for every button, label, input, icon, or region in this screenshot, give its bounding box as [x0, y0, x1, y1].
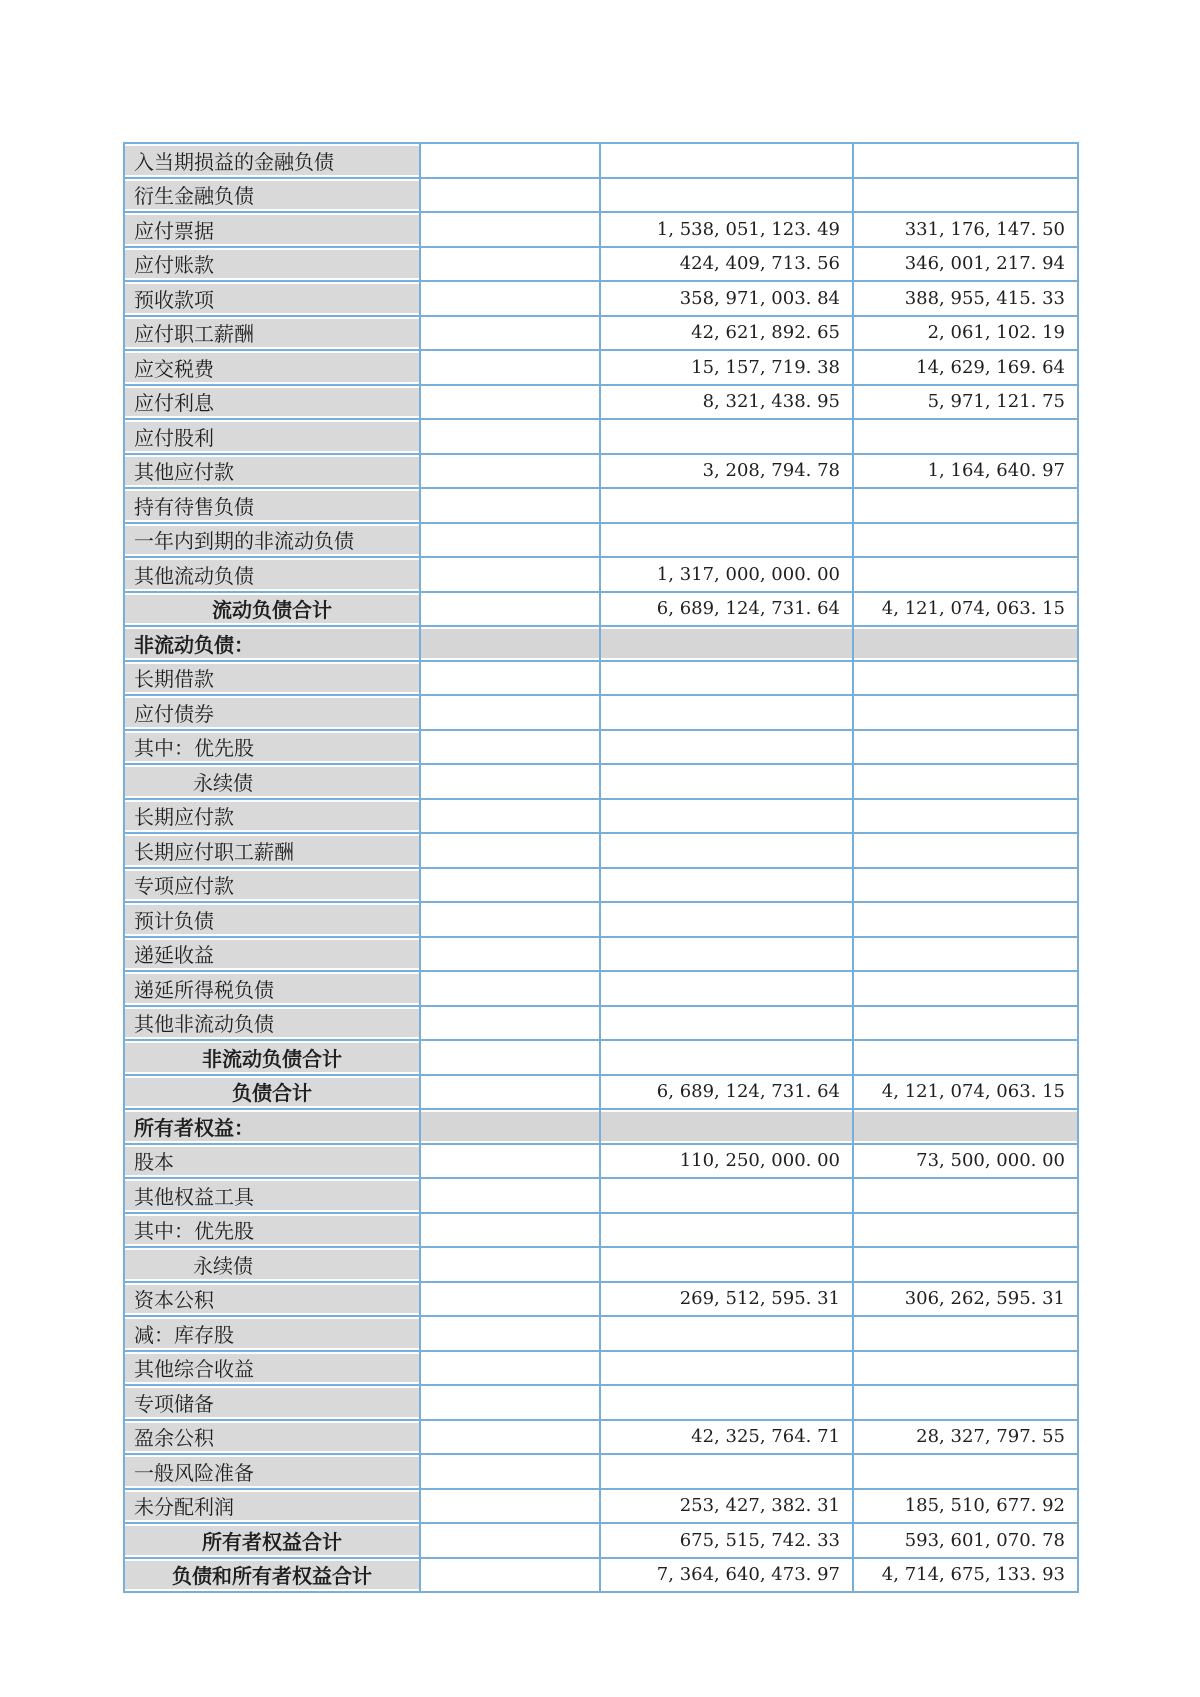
row-beginning-balance: [853, 661, 1078, 696]
row-ending-balance: 8, 321, 438. 95: [600, 385, 853, 420]
row-item-label: 所有者权益合计: [124, 1523, 420, 1558]
row-ending-balance: [600, 1006, 853, 1041]
row-item-label: 其他综合收益: [124, 1351, 420, 1386]
table-row: [124, 1385, 1078, 1420]
table-row: [124, 212, 1078, 247]
row-ending-balance: [600, 488, 853, 523]
row-item-label: 长期应付职工薪酬: [124, 833, 420, 868]
row-item-label: 入当期损益的金融负债: [124, 143, 420, 178]
row-beginning-balance: 593, 601, 070. 78: [853, 1523, 1078, 1558]
row-item-label: 减：库存股: [124, 1316, 420, 1351]
table-row: [124, 971, 1078, 1006]
row-ending-balance: [600, 695, 853, 730]
row-notes-cell: [420, 143, 600, 178]
row-ending-balance: [600, 419, 853, 454]
row-notes-cell: [420, 316, 600, 351]
row-notes-cell: [420, 1316, 600, 1351]
row-item-label: 所有者权益：: [124, 1109, 420, 1144]
table-row: [124, 1454, 1078, 1489]
row-ending-balance: 269, 512, 595. 31: [600, 1282, 853, 1317]
row-beginning-balance: [853, 1385, 1078, 1420]
table-row: [124, 316, 1078, 351]
table-row: [124, 1144, 1078, 1179]
row-notes-cell: [420, 1385, 600, 1420]
row-beginning-balance: [853, 1454, 1078, 1489]
table-row: [124, 1316, 1078, 1351]
table-row: [124, 868, 1078, 903]
row-beginning-balance: [853, 971, 1078, 1006]
row-notes-cell: [420, 557, 600, 592]
row-item-label: 负债合计: [124, 1075, 420, 1110]
row-beginning-balance: 4, 121, 074, 063. 15: [853, 1075, 1078, 1110]
row-notes-cell: [420, 1213, 600, 1248]
table-row: [124, 557, 1078, 592]
table-row: [124, 695, 1078, 730]
row-beginning-balance: 5, 971, 121. 75: [853, 385, 1078, 420]
table-row: [124, 730, 1078, 765]
row-ending-balance: 110, 250, 000. 00: [600, 1144, 853, 1179]
row-item-label: 其他应付款: [124, 454, 420, 489]
row-beginning-balance: [853, 523, 1078, 558]
row-beginning-balance: [853, 557, 1078, 592]
row-ending-balance: [600, 1213, 853, 1248]
row-item-label: 未分配利润: [124, 1489, 420, 1524]
row-item-label: 其中：优先股: [124, 730, 420, 765]
row-ending-balance: [600, 1454, 853, 1489]
table-row: [124, 1178, 1078, 1213]
table-row: [124, 1420, 1078, 1455]
row-item-label: 应付股利: [124, 419, 420, 454]
row-ending-balance: [600, 1040, 853, 1075]
row-notes-cell: [420, 1247, 600, 1282]
row-beginning-balance: [853, 868, 1078, 903]
row-beginning-balance: [853, 488, 1078, 523]
row-beginning-balance: 1, 164, 640. 97: [853, 454, 1078, 489]
table-row: [124, 1213, 1078, 1248]
row-item-label: 一般风险准备: [124, 1454, 420, 1489]
row-item-label: 一年内到期的非流动负债: [124, 523, 420, 558]
row-beginning-balance: 185, 510, 677. 92: [853, 1489, 1078, 1524]
row-beginning-balance: 388, 955, 415. 33: [853, 281, 1078, 316]
row-beginning-balance: 14, 629, 169. 64: [853, 350, 1078, 385]
row-item-label: 持有待售负债: [124, 488, 420, 523]
row-notes-cell: [420, 1489, 600, 1524]
row-ending-balance: 1, 538, 051, 123. 49: [600, 212, 853, 247]
row-notes-cell: [420, 626, 600, 661]
row-item-label: 其他非流动负债: [124, 1006, 420, 1041]
row-ending-balance: [600, 178, 853, 213]
row-beginning-balance: [853, 178, 1078, 213]
row-beginning-balance: [853, 937, 1078, 972]
table-row: [124, 454, 1078, 489]
table-row: [124, 1558, 1078, 1593]
row-notes-cell: [420, 799, 600, 834]
row-beginning-balance: 73, 500, 000. 00: [853, 1144, 1078, 1179]
row-ending-balance: [600, 868, 853, 903]
row-item-label: 递延所得税负债: [124, 971, 420, 1006]
row-beginning-balance: 4, 714, 675, 133. 93: [853, 1558, 1078, 1593]
row-notes-cell: [420, 1523, 600, 1558]
table-row: [124, 1523, 1078, 1558]
table-row: [124, 833, 1078, 868]
row-notes-cell: [420, 350, 600, 385]
row-notes-cell: [420, 488, 600, 523]
row-item-label: 衍生金融负债: [124, 178, 420, 213]
row-item-label: 流动负债合计: [124, 592, 420, 627]
row-beginning-balance: [853, 764, 1078, 799]
row-beginning-balance: [853, 1040, 1078, 1075]
row-notes-cell: [420, 523, 600, 558]
row-notes-cell: [420, 247, 600, 282]
row-item-label: 递延收益: [124, 937, 420, 972]
row-beginning-balance: [853, 799, 1078, 834]
row-beginning-balance: [853, 419, 1078, 454]
row-ending-balance: 42, 325, 764. 71: [600, 1420, 853, 1455]
row-item-label: 应付债券: [124, 695, 420, 730]
row-item-label: 预计负债: [124, 902, 420, 937]
row-beginning-balance: 346, 001, 217. 94: [853, 247, 1078, 282]
row-item-label: 专项储备: [124, 1385, 420, 1420]
row-beginning-balance: 4, 121, 074, 063. 15: [853, 592, 1078, 627]
table-row: [124, 937, 1078, 972]
row-ending-balance: 253, 427, 382. 31: [600, 1489, 853, 1524]
row-notes-cell: [420, 868, 600, 903]
row-ending-balance: [600, 764, 853, 799]
row-ending-balance: 3, 208, 794. 78: [600, 454, 853, 489]
row-ending-balance: [600, 971, 853, 1006]
row-notes-cell: [420, 1144, 600, 1179]
table-row: [124, 247, 1078, 282]
row-notes-cell: [420, 1282, 600, 1317]
row-notes-cell: [420, 178, 600, 213]
row-ending-balance: [600, 1109, 853, 1144]
row-notes-cell: [420, 212, 600, 247]
row-notes-cell: [420, 937, 600, 972]
row-beginning-balance: [853, 1316, 1078, 1351]
table-row: [124, 143, 1078, 178]
row-ending-balance: [600, 143, 853, 178]
row-notes-cell: [420, 1178, 600, 1213]
table-row: [124, 1006, 1078, 1041]
row-item-label: 其他权益工具: [124, 1178, 420, 1213]
row-item-label: 应付账款: [124, 247, 420, 282]
row-item-label: 专项应付款: [124, 868, 420, 903]
row-beginning-balance: [853, 1109, 1078, 1144]
row-item-label: 预收款项: [124, 281, 420, 316]
table-row: [124, 488, 1078, 523]
table-row: [124, 626, 1078, 661]
row-notes-cell: [420, 902, 600, 937]
row-notes-cell: [420, 971, 600, 1006]
row-ending-balance: 1, 317, 000, 000. 00: [600, 557, 853, 592]
row-notes-cell: [420, 695, 600, 730]
row-item-label: 长期借款: [124, 661, 420, 696]
row-item-label: 永续债: [124, 764, 420, 799]
table-row: [124, 1075, 1078, 1110]
row-item-label: 非流动负债：: [124, 626, 420, 661]
row-beginning-balance: 331, 176, 147. 50: [853, 212, 1078, 247]
row-item-label: 非流动负债合计: [124, 1040, 420, 1075]
table-row: [124, 799, 1078, 834]
row-notes-cell: [420, 833, 600, 868]
row-notes-cell: [420, 385, 600, 420]
table-row: [124, 902, 1078, 937]
row-ending-balance: [600, 1351, 853, 1386]
table-row: [124, 385, 1078, 420]
row-notes-cell: [420, 730, 600, 765]
row-ending-balance: [600, 902, 853, 937]
row-beginning-balance: [853, 833, 1078, 868]
row-notes-cell: [420, 1351, 600, 1386]
row-notes-cell: [420, 1006, 600, 1041]
table-row: [124, 419, 1078, 454]
table-row: [124, 1351, 1078, 1386]
row-item-label: 永续债: [124, 1247, 420, 1282]
row-notes-cell: [420, 1420, 600, 1455]
row-ending-balance: 7, 364, 640, 473. 97: [600, 1558, 853, 1593]
row-notes-cell: [420, 1454, 600, 1489]
row-notes-cell: [420, 419, 600, 454]
row-notes-cell: [420, 1558, 600, 1593]
row-ending-balance: [600, 626, 853, 661]
row-beginning-balance: [853, 143, 1078, 178]
row-item-label: 盈余公积: [124, 1420, 420, 1455]
row-beginning-balance: [853, 695, 1078, 730]
row-item-label: 应付职工薪酬: [124, 316, 420, 351]
table-row: [124, 281, 1078, 316]
row-ending-balance: 15, 157, 719. 38: [600, 350, 853, 385]
row-notes-cell: [420, 592, 600, 627]
row-beginning-balance: [853, 626, 1078, 661]
table-row: [124, 1282, 1078, 1317]
row-notes-cell: [420, 1075, 600, 1110]
table-row: [124, 523, 1078, 558]
table-row: [124, 764, 1078, 799]
row-item-label: 股本: [124, 1144, 420, 1179]
row-ending-balance: [600, 937, 853, 972]
row-notes-cell: [420, 281, 600, 316]
table-row: [124, 592, 1078, 627]
row-beginning-balance: [853, 1351, 1078, 1386]
row-item-label: 应交税费: [124, 350, 420, 385]
row-ending-balance: 6, 689, 124, 731. 64: [600, 1075, 853, 1110]
row-ending-balance: [600, 1247, 853, 1282]
row-ending-balance: [600, 1316, 853, 1351]
row-notes-cell: [420, 454, 600, 489]
row-ending-balance: [600, 661, 853, 696]
table-row: [124, 1109, 1078, 1144]
row-item-label: 应付利息: [124, 385, 420, 420]
row-beginning-balance: [853, 1178, 1078, 1213]
row-item-label: 资本公积: [124, 1282, 420, 1317]
row-item-label: 应付票据: [124, 212, 420, 247]
row-ending-balance: [600, 730, 853, 765]
row-notes-cell: [420, 764, 600, 799]
row-notes-cell: [420, 1109, 600, 1144]
row-ending-balance: [600, 799, 853, 834]
row-beginning-balance: 306, 262, 595. 31: [853, 1282, 1078, 1317]
row-ending-balance: 6, 689, 124, 731. 64: [600, 592, 853, 627]
row-beginning-balance: [853, 1213, 1078, 1248]
row-notes-cell: [420, 1040, 600, 1075]
row-beginning-balance: [853, 1247, 1078, 1282]
row-beginning-balance: [853, 902, 1078, 937]
row-ending-balance: 358, 971, 003. 84: [600, 281, 853, 316]
row-item-label: 负债和所有者权益合计: [124, 1558, 420, 1593]
row-ending-balance: 675, 515, 742. 33: [600, 1523, 853, 1558]
table-row: [124, 1489, 1078, 1524]
row-item-label: 长期应付款: [124, 799, 420, 834]
table-row: [124, 1040, 1078, 1075]
table-row: [124, 661, 1078, 696]
row-ending-balance: 42, 621, 892. 65: [600, 316, 853, 351]
row-ending-balance: [600, 1385, 853, 1420]
row-item-label: 其中：优先股: [124, 1213, 420, 1248]
table-row: [124, 1247, 1078, 1282]
row-ending-balance: [600, 523, 853, 558]
row-ending-balance: [600, 833, 853, 868]
table-row: [124, 350, 1078, 385]
row-beginning-balance: [853, 730, 1078, 765]
row-beginning-balance: 2, 061, 102. 19: [853, 316, 1078, 351]
row-item-label: 其他流动负债: [124, 557, 420, 592]
balance-sheet-table: [123, 142, 1079, 1593]
row-beginning-balance: [853, 1006, 1078, 1041]
table-row: [124, 178, 1078, 213]
row-ending-balance: 424, 409, 713. 56: [600, 247, 853, 282]
row-beginning-balance: 28, 327, 797. 55: [853, 1420, 1078, 1455]
row-ending-balance: [600, 1178, 853, 1213]
balance-sheet-body: [124, 143, 1078, 1592]
row-notes-cell: [420, 661, 600, 696]
